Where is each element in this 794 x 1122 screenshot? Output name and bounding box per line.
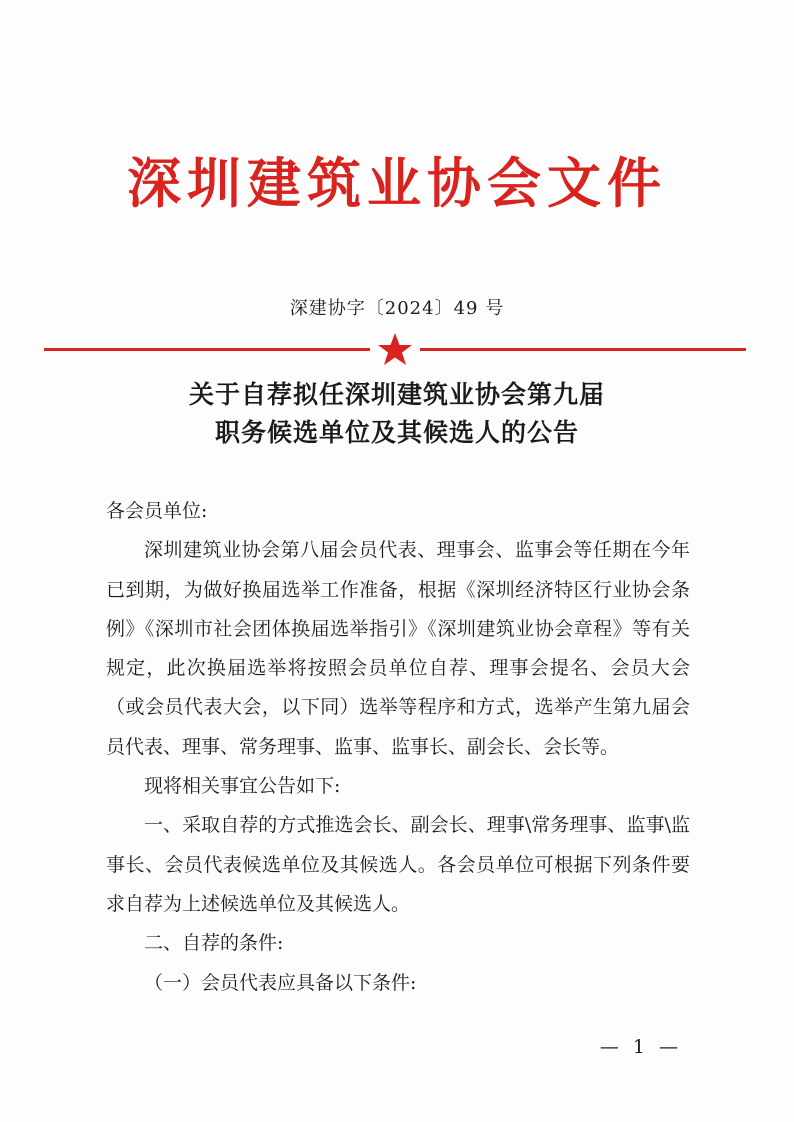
paragraph-intro: 现将相关事宜公告如下: xyxy=(144,775,341,798)
salutation: 各会员单位: xyxy=(106,500,208,522)
red-divider-left xyxy=(44,348,370,351)
red-star-icon xyxy=(370,331,420,367)
red-divider-right xyxy=(420,348,746,351)
paragraph-section-2-heading: 二、自荐的条件: xyxy=(144,932,284,955)
paragraph-section-1: 一、采取自荐的方式推选会长、副会长、理事\常务理事、监事\监事长、会员代表候选单位及其候选人。各会员单位可根据下列条件要求自荐为上述候选单位及其候选人。 xyxy=(106,814,690,915)
org-header-title: 深圳建筑业协会文件 xyxy=(127,151,667,215)
notice-title xyxy=(0,376,794,452)
notice-title-line-1: 关于自荐拟任深圳建筑业协会第九届 xyxy=(188,380,605,409)
notice-title-line-2: 职务候选单位及其候选人的公告 xyxy=(214,418,579,447)
page-number: — 1 — xyxy=(599,1036,682,1058)
paragraph-background: 深圳建筑业协会第八届会员代表、理事会、监事会等任期在今年已到期，为做好换届选举工作准备，根据《深圳经济特区行业协会条例》《深圳市社会团体换届选举指引》《深圳建筑业协会章程》等有关规定，此次换届选举将按照会员单位自荐、理事会提名、会员大会（或会员代表大会，以下同）选举等程序和方式，选举产生第九届会员代表、理事、常务理事、监事、监事长、副会长、会长等。 xyxy=(106,539,690,758)
document-number: 深建协字〔2024〕49 号 xyxy=(289,298,505,319)
notice-body xyxy=(106,492,690,1003)
paragraph-subsection-1-heading: （一）会员代表应具备以下条件: xyxy=(144,971,417,994)
